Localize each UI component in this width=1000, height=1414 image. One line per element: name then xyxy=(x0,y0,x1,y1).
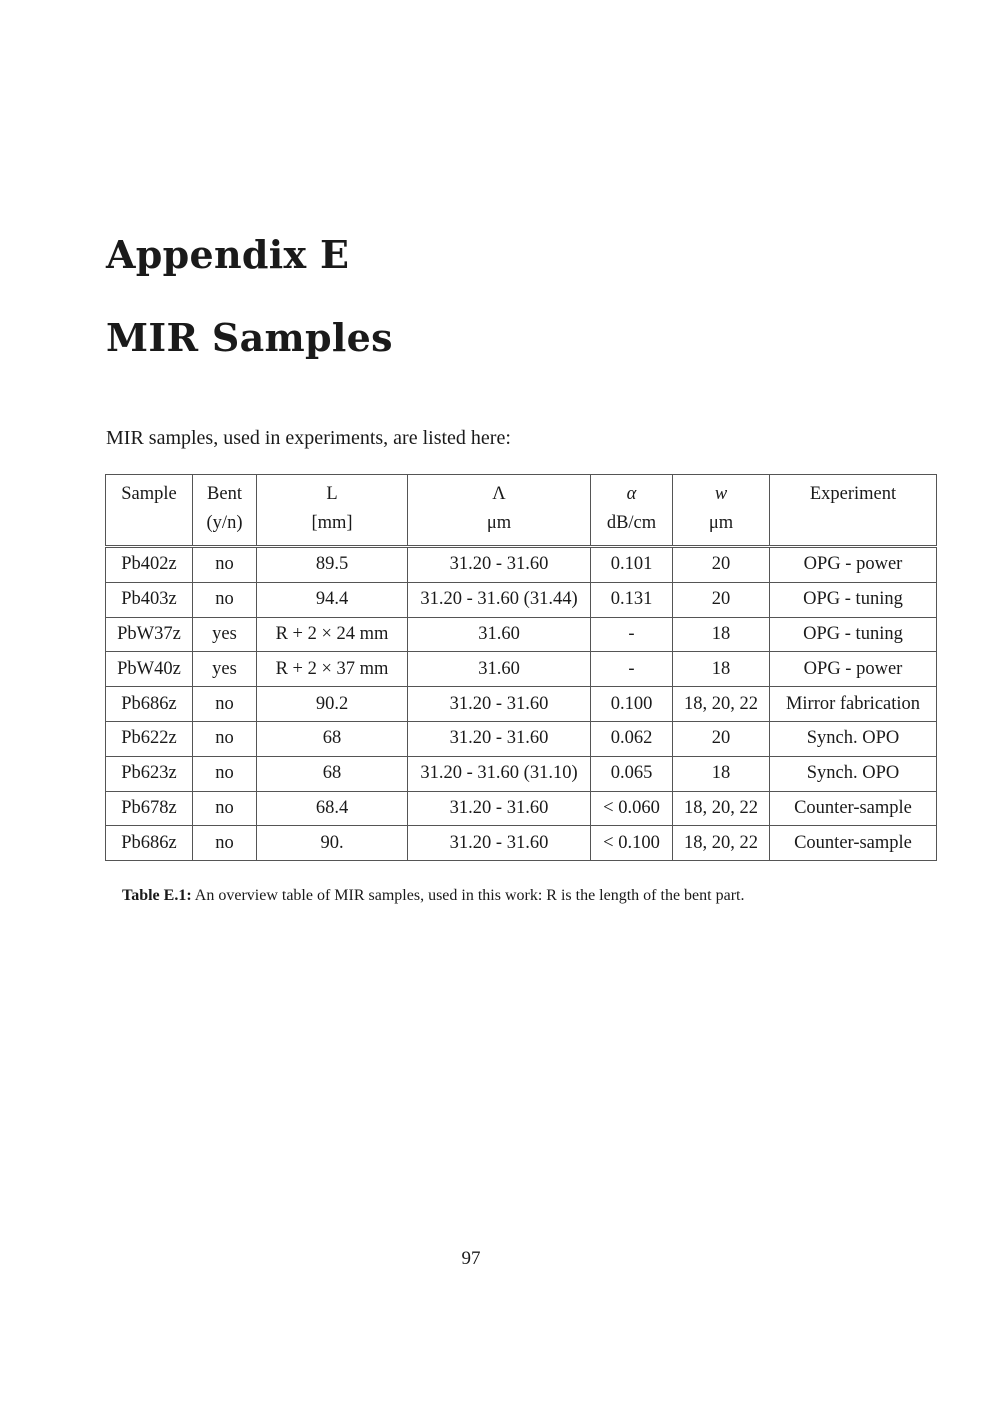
table-cell: OPG - power xyxy=(770,652,937,687)
mir-samples-table xyxy=(105,474,937,861)
table-cell: 31.20 - 31.60 xyxy=(408,826,591,861)
table-cell: 18 xyxy=(673,652,770,687)
table-cell: 20 xyxy=(673,547,770,583)
table-cell: Synch. OPO xyxy=(770,721,937,756)
table-row xyxy=(106,582,937,617)
table-cell: Pb402z xyxy=(106,547,193,583)
table-cell: no xyxy=(193,547,257,583)
table-cell: < 0.100 xyxy=(591,826,673,861)
table-cell: 31.20 - 31.60 (31.44) xyxy=(408,582,591,617)
table-cell: 18 xyxy=(673,756,770,791)
table-cell: no xyxy=(193,826,257,861)
table-cell: Counter-sample xyxy=(770,791,937,826)
chapter-label: Appendix E xyxy=(106,232,350,277)
table-cell: OPG - tuning xyxy=(770,582,937,617)
column-header: Bent xyxy=(193,475,257,513)
table-row xyxy=(106,791,937,826)
table-cell: PbW40z xyxy=(106,652,193,687)
page-number: 97 xyxy=(461,1248,481,1269)
table-cell: 90.2 xyxy=(257,687,408,722)
table-cell: 90. xyxy=(257,826,408,861)
column-unit xyxy=(770,512,937,547)
column-unit xyxy=(106,512,193,547)
table-cell: no xyxy=(193,721,257,756)
table-cell: 31.60 xyxy=(408,617,591,652)
table-cell: - xyxy=(591,617,673,652)
table-cell: OPG - tuning xyxy=(770,617,937,652)
table-cell: R + 2 × 24 mm xyxy=(257,617,408,652)
table-cell: 31.60 xyxy=(408,652,591,687)
table-cell: 68 xyxy=(257,721,408,756)
table-cell: 0.131 xyxy=(591,582,673,617)
table-caption xyxy=(122,886,842,906)
table-row xyxy=(106,826,937,861)
table-cell: 89.5 xyxy=(257,547,408,583)
table-row xyxy=(106,687,937,722)
table-cell: 31.20 - 31.60 xyxy=(408,791,591,826)
table-cell: no xyxy=(193,756,257,791)
table-cell: 0.100 xyxy=(591,687,673,722)
table-cell: 18, 20, 22 xyxy=(673,791,770,826)
table-cell: 18, 20, 22 xyxy=(673,826,770,861)
table-cell: Pb623z xyxy=(106,756,193,791)
table-cell: 20 xyxy=(673,582,770,617)
table-cell: no xyxy=(193,791,257,826)
column-header: L xyxy=(257,475,408,513)
table-cell: 31.20 - 31.60 xyxy=(408,721,591,756)
table-cell: Synch. OPO xyxy=(770,756,937,791)
table-cell: 18, 20, 22 xyxy=(673,687,770,722)
table-cell: 0.101 xyxy=(591,547,673,583)
table-cell: 68 xyxy=(257,756,408,791)
column-header: Experiment xyxy=(770,475,937,513)
table-cell: no xyxy=(193,582,257,617)
table-cell: R + 2 × 37 mm xyxy=(257,652,408,687)
column-header: Λ xyxy=(408,475,591,513)
table-row xyxy=(106,652,937,687)
table-cell: no xyxy=(193,687,257,722)
column-unit: μm xyxy=(408,512,591,547)
table-cell: 31.20 - 31.60 (31.10) xyxy=(408,756,591,791)
table-row xyxy=(106,721,937,756)
column-unit: μm xyxy=(673,512,770,547)
column-header: α xyxy=(591,475,673,513)
table-cell: 0.062 xyxy=(591,721,673,756)
table-row xyxy=(106,756,937,791)
header-row-labels xyxy=(106,475,937,513)
caption-text: An overview table of MIR samples, used in this work: R is the length of the bent part. xyxy=(194,887,745,904)
table-body xyxy=(106,547,937,861)
table-cell: yes xyxy=(193,652,257,687)
chapter-title: MIR Samples xyxy=(106,315,393,360)
table-cell: 20 xyxy=(673,721,770,756)
table-cell: 31.20 - 31.60 xyxy=(408,687,591,722)
intro-text: MIR samples, used in experiments, are listed here: xyxy=(106,427,511,449)
table-row xyxy=(106,617,937,652)
table-row xyxy=(106,547,937,583)
table-cell: Mirror fabrication xyxy=(770,687,937,722)
table-cell: 31.20 - 31.60 xyxy=(408,547,591,583)
table-cell: 94.4 xyxy=(257,582,408,617)
table-cell: - xyxy=(591,652,673,687)
header-row-units xyxy=(106,512,937,547)
column-unit: dB/cm xyxy=(591,512,673,547)
table-cell: Pb686z xyxy=(106,687,193,722)
table-cell: Pb686z xyxy=(106,826,193,861)
table-cell: OPG - power xyxy=(770,547,937,583)
column-unit: [mm] xyxy=(257,512,408,547)
table-cell: Pb403z xyxy=(106,582,193,617)
table-cell: yes xyxy=(193,617,257,652)
table-cell: 0.065 xyxy=(591,756,673,791)
caption-label: Table E.1: xyxy=(122,887,192,904)
table-header xyxy=(106,475,937,547)
table-cell: 18 xyxy=(673,617,770,652)
column-header: Sample xyxy=(106,475,193,513)
table-cell: PbW37z xyxy=(106,617,193,652)
table-cell: Counter-sample xyxy=(770,826,937,861)
table-cell: 68.4 xyxy=(257,791,408,826)
table-cell: < 0.060 xyxy=(591,791,673,826)
column-header: w xyxy=(673,475,770,513)
table-cell: Pb678z xyxy=(106,791,193,826)
column-unit: (y/n) xyxy=(193,512,257,547)
table-cell: Pb622z xyxy=(106,721,193,756)
